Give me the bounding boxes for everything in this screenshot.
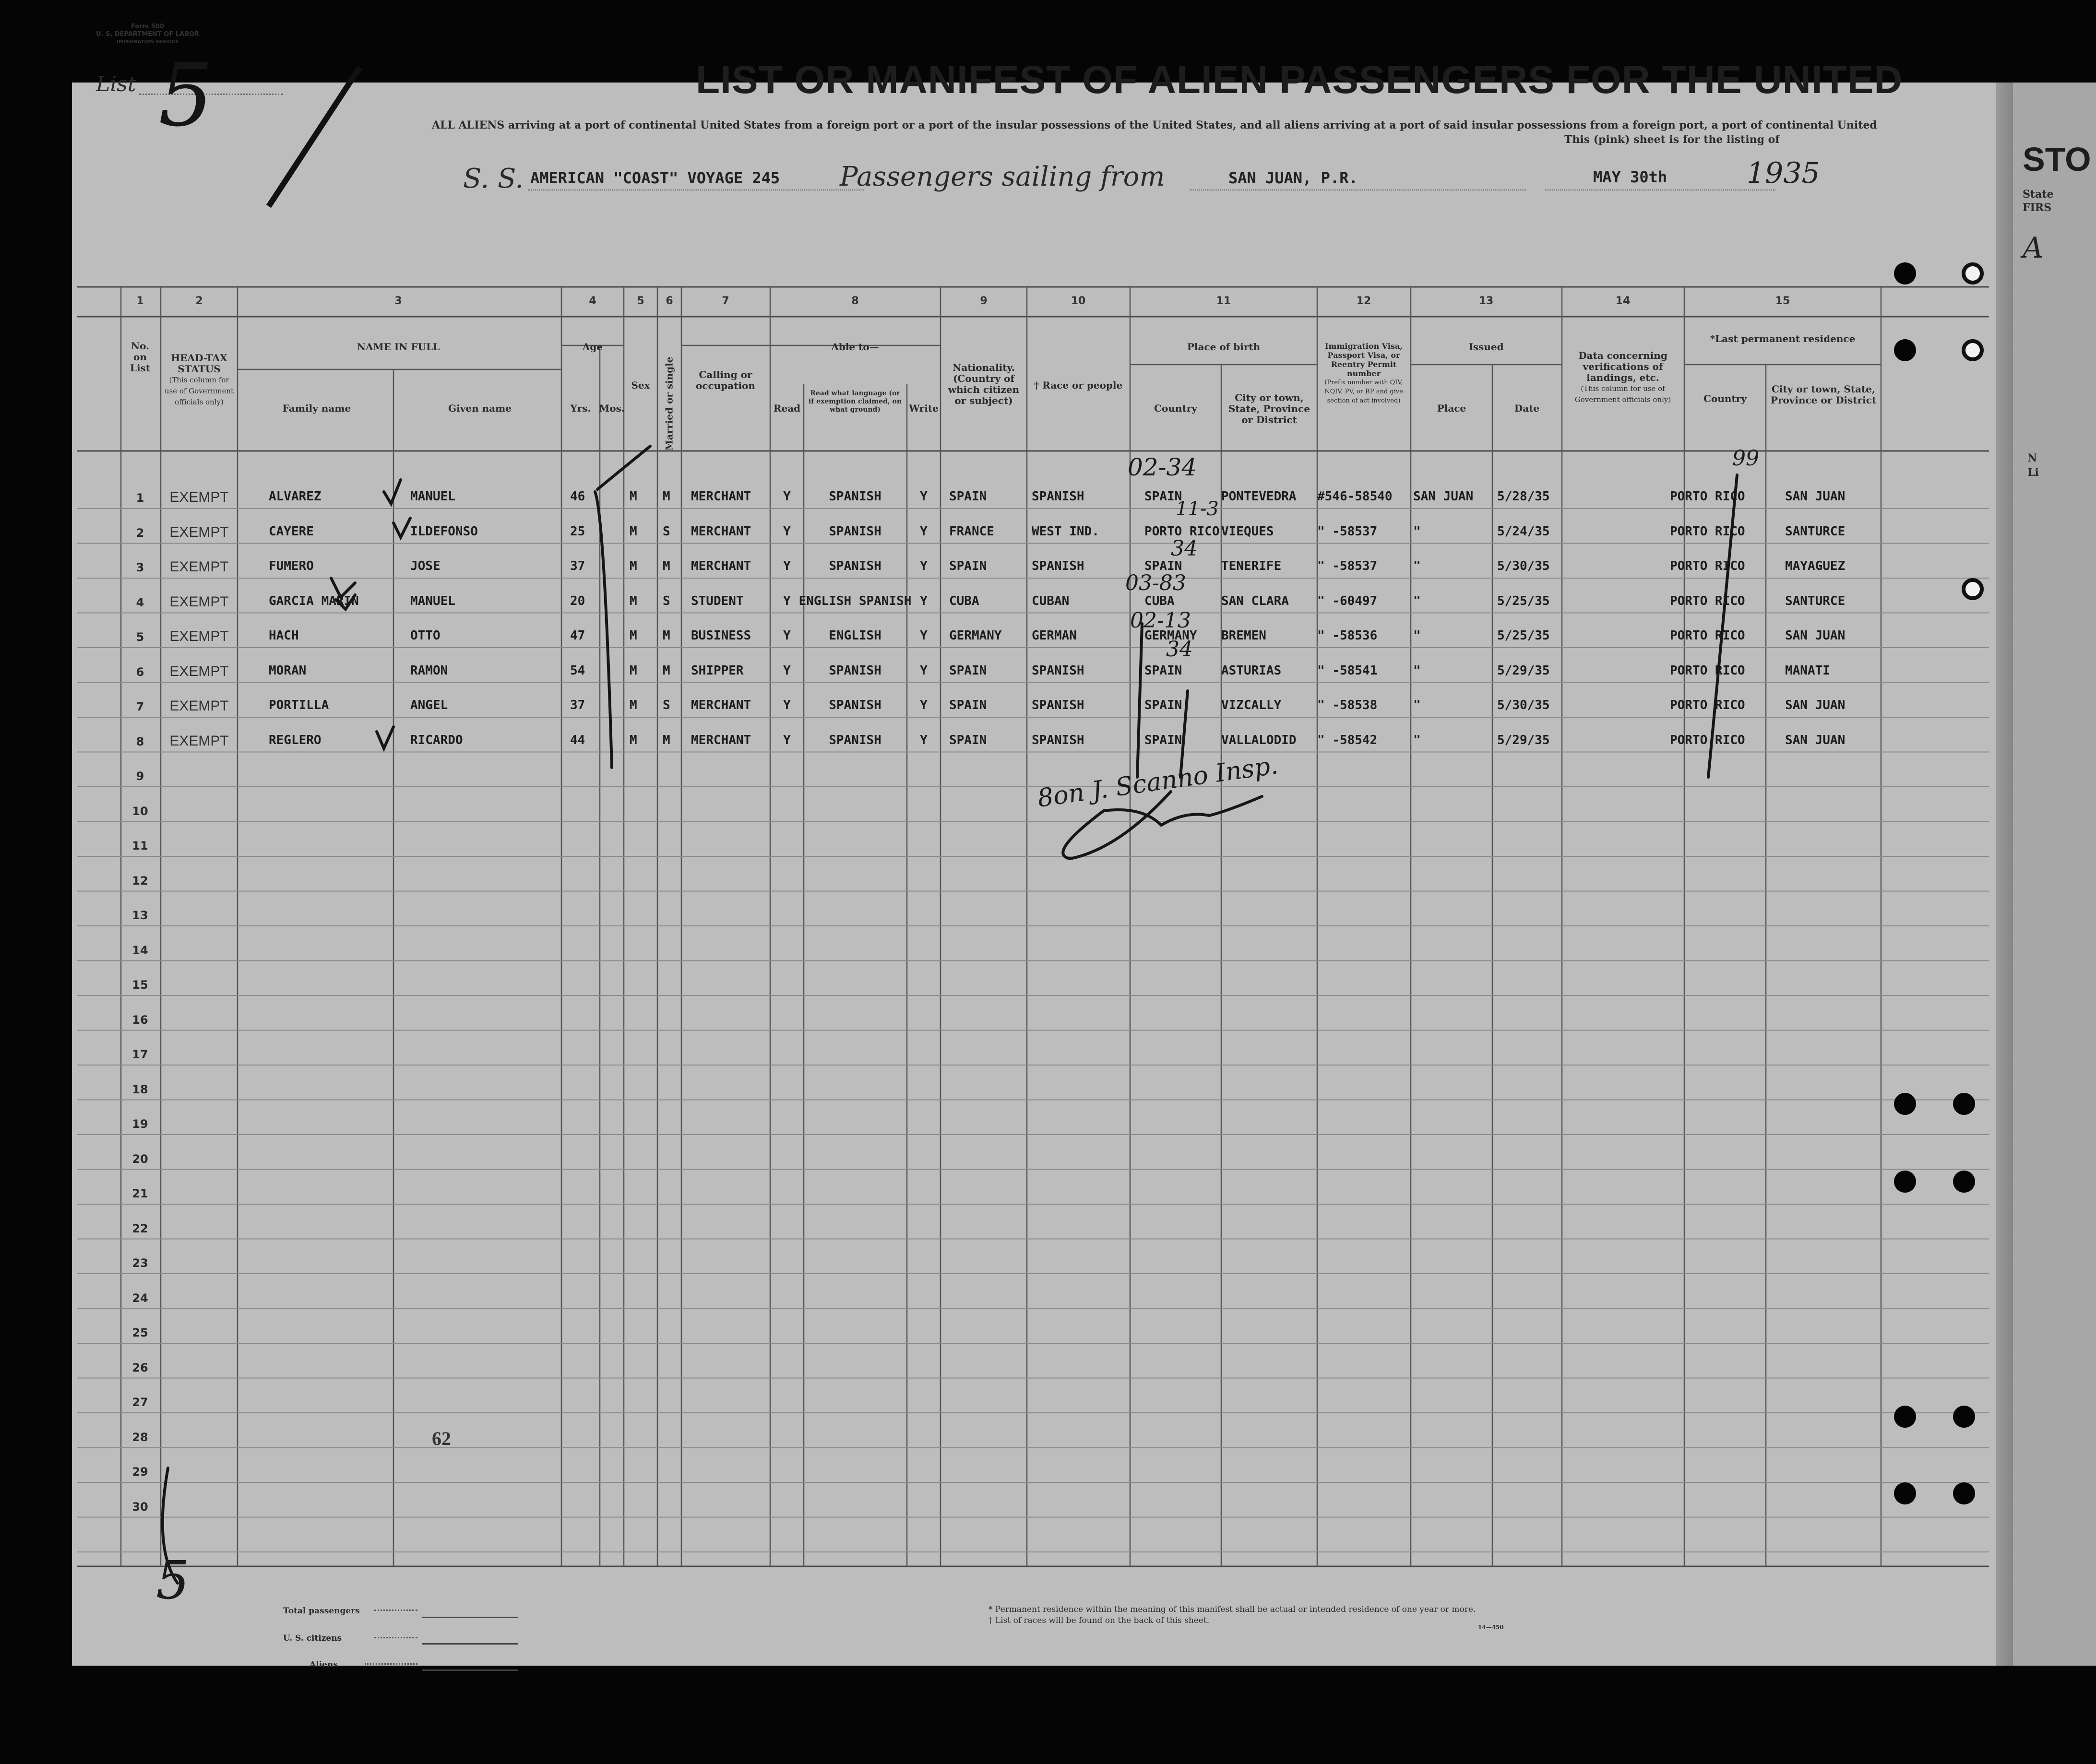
annotation-n1: 02-34 xyxy=(1128,453,1197,481)
cell-write: Y xyxy=(920,593,928,608)
binder-ring xyxy=(1962,578,1984,600)
cell-language: ENGLISH xyxy=(829,628,881,643)
cell-age: 44 xyxy=(570,733,585,747)
inspector-signature: 8on J. Scanno Insp. xyxy=(1036,751,1280,813)
cell-res-country: PORTO RICO xyxy=(1670,559,1745,573)
row-number: 26 xyxy=(132,1361,148,1374)
row-number: 3 xyxy=(136,561,144,574)
cell-ms: S xyxy=(663,698,670,712)
binder-hole xyxy=(1894,1406,1916,1428)
cell-write: Y xyxy=(920,559,928,573)
column-number-9: 9 xyxy=(980,295,988,307)
cell-res-country: PORTO RICO xyxy=(1670,489,1745,504)
cell-sex: M xyxy=(630,593,637,608)
column-number-13: 13 xyxy=(1478,295,1494,307)
departure-date: MAY 30th xyxy=(1593,168,1667,186)
margin-note: 5 xyxy=(156,1550,190,1611)
binder-ring xyxy=(1962,339,1984,361)
cell-write: Y xyxy=(920,524,928,539)
row-number: 9 xyxy=(136,770,144,783)
cell-family: REGLERO xyxy=(269,733,322,747)
row-number: 10 xyxy=(132,804,148,818)
cell-read: Y xyxy=(783,663,791,678)
cell-res-country: PORTO RICO xyxy=(1670,733,1745,747)
header-last-residence: *Last permanent residence xyxy=(1710,333,1856,344)
header-read: Read xyxy=(773,403,801,414)
cell-occupation: MERCHANT xyxy=(691,698,751,712)
header-given-name: Given name xyxy=(448,403,512,414)
column-number-14: 14 xyxy=(1615,295,1631,307)
total-passengers-label: Total passengers xyxy=(283,1606,360,1616)
sailing-label: Passengers sailing from xyxy=(840,161,1165,192)
column-number-11: 11 xyxy=(1216,295,1231,307)
cell-age: 46 xyxy=(570,489,585,504)
cell-age: 20 xyxy=(570,593,585,608)
footnote-races: † List of races will be found on the back of this sheet. xyxy=(988,1616,1210,1625)
cell-issued-place: " xyxy=(1413,733,1421,747)
cell-race: SPANISH xyxy=(1032,698,1084,712)
cell-issued-date: 5/29/35 xyxy=(1497,733,1550,747)
row-number: 25 xyxy=(132,1326,148,1339)
cell-res-country: PORTO RICO xyxy=(1670,663,1745,678)
header-birth-city: City or town, State, Province or District xyxy=(1228,392,1310,426)
cell-issued-date: 5/24/35 xyxy=(1497,524,1550,539)
annotation-n2: 11-3 xyxy=(1176,498,1219,520)
cell-read: Y xyxy=(783,698,791,712)
header-residence-city: City or town, State, Province or District xyxy=(1770,383,1877,406)
cell-ms: M xyxy=(663,733,670,747)
citizens-dots xyxy=(374,1637,417,1638)
header-age: Age xyxy=(582,341,603,353)
cell-age: 37 xyxy=(570,559,585,573)
cell-family: MORAN xyxy=(269,663,307,678)
cell-status: EXEMPT xyxy=(169,628,229,644)
header-no-on-list: No. on List xyxy=(130,340,151,374)
cell-status: EXEMPT xyxy=(169,524,229,540)
cell-nationality: CUBA xyxy=(949,593,979,608)
row-number: 28 xyxy=(132,1430,148,1444)
total-dots xyxy=(374,1610,417,1611)
cell-birth-country: PORTO RICO xyxy=(1144,524,1220,539)
column-number-10: 10 xyxy=(1071,295,1086,307)
departure-year: 1935 xyxy=(1747,156,1820,190)
cell-age: 54 xyxy=(570,663,585,678)
cell-ms: S xyxy=(663,593,670,608)
manifest-title: LIST OR MANIFEST OF ALIEN PASSENGERS FOR THE UNITED xyxy=(696,58,1903,102)
row-number: 4 xyxy=(136,595,144,609)
header-occupation: Calling or occupation xyxy=(696,369,755,391)
column-number-6: 6 xyxy=(666,295,673,307)
row-number: 13 xyxy=(132,909,148,922)
header-months: Mos. xyxy=(599,403,625,414)
cell-ms: M xyxy=(663,559,670,573)
next-sheet-a: A xyxy=(2023,231,2044,265)
department-name: U. S. DEPARTMENT OF LABOR xyxy=(96,31,200,38)
header-verifications-note: (This column for use of Government officials only) xyxy=(1574,384,1671,404)
cell-given: RAMON xyxy=(410,663,448,678)
next-sheet-sub1: State xyxy=(2023,188,2054,201)
cell-status: EXEMPT xyxy=(169,559,229,575)
cell-language: SPANISH xyxy=(829,733,881,747)
footnote-residence: * Permanent residence within the meaning of this manifest shall be actual or intended residence of one year or more. xyxy=(988,1605,1476,1614)
cell-birth-country: SPAIN xyxy=(1144,559,1182,573)
header-write: Write xyxy=(909,403,939,414)
cell-visa: " -58536 xyxy=(1317,628,1378,643)
cell-res-country: PORTO RICO xyxy=(1670,524,1745,539)
cell-nationality: SPAIN xyxy=(949,663,987,678)
header-issued-date: Date xyxy=(1514,403,1540,414)
row-number: 11 xyxy=(132,839,148,852)
row-number: 16 xyxy=(132,1013,148,1027)
cell-res-city: SAN JUAN xyxy=(1785,628,1846,643)
header-family-name: Family name xyxy=(282,403,351,414)
binder-hole xyxy=(1894,339,1916,361)
row-number: 5 xyxy=(136,630,144,644)
header-head-tax-label: HEAD-TAX STATUS xyxy=(171,352,227,375)
cell-birth-city: TENERIFE xyxy=(1221,559,1282,573)
cell-family: CAYERE xyxy=(269,524,314,539)
row-number: 27 xyxy=(132,1396,148,1409)
cell-language: SPANISH xyxy=(829,524,881,539)
cell-sex: M xyxy=(630,733,637,747)
next-sheet-sub2: FIRS xyxy=(2023,201,2052,214)
cell-birth-city: VIZCALLY xyxy=(1221,698,1282,712)
cell-family: HACH xyxy=(269,628,299,643)
binder-hole xyxy=(1953,1093,1975,1115)
cell-nationality: GERMANY xyxy=(949,628,1002,643)
header-birth-country: Country xyxy=(1154,403,1197,414)
cell-birth-country: SPAIN xyxy=(1144,733,1182,747)
us-citizens-label: U. S. citizens xyxy=(283,1634,342,1643)
cell-given: MANUEL xyxy=(410,489,455,504)
cell-nationality: SPAIN xyxy=(949,733,987,747)
cell-ms: M xyxy=(663,489,670,504)
row-number: 15 xyxy=(132,978,148,992)
column-number-2: 2 xyxy=(195,295,203,307)
cell-issued-date: 5/28/35 xyxy=(1497,489,1550,504)
annotation-n4: 03-83 xyxy=(1125,571,1186,595)
cell-race: GERMAN xyxy=(1032,628,1077,643)
header-name-in-full: NAME IN FULL xyxy=(357,341,440,353)
row-number: 12 xyxy=(132,874,148,888)
cell-language: SPANISH xyxy=(829,559,881,573)
cell-issued-place: " xyxy=(1413,524,1421,539)
cell-read: Y xyxy=(783,628,791,643)
cell-res-city: SAN JUAN xyxy=(1785,698,1846,712)
manifest-subtitle: ALL ALIENS arriving at a port of continental United States from a foreign port or a port of the insular possessions of the United States, and all aliens arriving at a port of said insular possessions from a foreign port, a port of continental United xyxy=(432,119,1877,131)
cell-visa: " -58542 xyxy=(1317,733,1378,747)
ss-label: S. S. xyxy=(463,163,524,194)
cell-res-country: PORTO RICO xyxy=(1670,628,1745,643)
form-code: 14—450 xyxy=(1478,1624,1504,1631)
cell-visa: " -58541 xyxy=(1317,663,1378,678)
cell-birth-country: SPAIN xyxy=(1144,489,1182,504)
next-sheet-n: N xyxy=(2027,452,2037,464)
cell-res-city: MAYAGUEZ xyxy=(1785,559,1846,573)
row-number: 24 xyxy=(132,1291,148,1305)
cell-issued-place: " xyxy=(1413,559,1421,573)
cell-issued-date: 5/29/35 xyxy=(1497,663,1550,678)
cell-family: ALVAREZ xyxy=(269,489,322,504)
row-number: 30 xyxy=(132,1500,148,1514)
aliens-label: Aliens xyxy=(310,1660,338,1669)
annotation-n6: 34 xyxy=(1166,637,1193,662)
cell-given: RICARDO xyxy=(410,733,463,747)
us-citizens-line xyxy=(422,1643,518,1645)
cell-sex: M xyxy=(630,628,637,643)
column-number-5: 5 xyxy=(637,295,644,307)
departure-port: SAN JUAN, P.R. xyxy=(1228,169,1358,187)
header-place-of-birth: Place of birth xyxy=(1187,341,1261,353)
cell-nationality: SPAIN xyxy=(949,698,987,712)
header-nationality: Nationality. (Country of which citizen or subject) xyxy=(948,362,1020,406)
cell-issued-date: 5/30/35 xyxy=(1497,559,1550,573)
cell-nationality: SPAIN xyxy=(949,559,987,573)
column-number-1: 1 xyxy=(136,295,144,307)
cell-res-country: PORTO RICO xyxy=(1670,593,1745,608)
annotation-n7: 99 xyxy=(1732,446,1759,471)
cell-read: Y xyxy=(783,559,791,573)
row-number: 18 xyxy=(132,1082,148,1096)
row-number: 23 xyxy=(132,1256,148,1270)
row-number: 7 xyxy=(136,700,144,713)
annotation-n3: 34 xyxy=(1171,536,1198,561)
binder-hole xyxy=(1953,1171,1975,1193)
cell-nationality: FRANCE xyxy=(949,524,994,539)
row-number: 20 xyxy=(132,1152,148,1166)
cell-status: EXEMPT xyxy=(169,593,229,610)
cell-birth-city: VIEQUES xyxy=(1221,524,1274,539)
cell-res-city: MANATI xyxy=(1785,663,1830,678)
cell-visa: " -60497 xyxy=(1317,593,1378,608)
row-number: 8 xyxy=(136,734,144,748)
cell-race: SPANISH xyxy=(1032,663,1084,678)
cell-status: EXEMPT xyxy=(169,489,229,505)
binder-hole xyxy=(1953,1406,1975,1428)
cell-birth-city: SAN CLARA xyxy=(1221,593,1289,608)
service-name: IMMIGRATION SERVICE xyxy=(117,39,179,45)
cell-race: SPANISH xyxy=(1032,559,1084,573)
cell-sex: M xyxy=(630,524,637,539)
cell-issued-place: " xyxy=(1413,628,1421,643)
cell-issued-date: 5/25/35 xyxy=(1497,628,1550,643)
cell-race: WEST IND. xyxy=(1032,524,1099,539)
header-visa-note: (Prefix number with QIV, NQIV, PV, or RP and give section of act involved) xyxy=(1324,379,1403,404)
cell-res-city: SAN JUAN xyxy=(1785,489,1846,504)
cell-read: Y xyxy=(783,489,791,504)
header-head-tax-note: (This column for use of Government officials only) xyxy=(164,376,234,406)
cell-read: Y xyxy=(783,733,791,747)
cell-ms: M xyxy=(663,628,670,643)
column-number-7: 7 xyxy=(722,295,729,307)
cell-birth-country: CUBA xyxy=(1144,593,1175,608)
cell-race: CUBAN xyxy=(1032,593,1070,608)
cell-age: 47 xyxy=(570,628,585,643)
row-number: 21 xyxy=(132,1187,148,1200)
cell-sex: M xyxy=(630,663,637,678)
cell-ms: S xyxy=(663,524,670,539)
cell-status: EXEMPT xyxy=(169,733,229,749)
row-number: 6 xyxy=(136,665,144,679)
cell-birth-country: SPAIN xyxy=(1144,698,1182,712)
cell-given: ILDEFONSO xyxy=(410,524,478,539)
next-sheet-title: STO xyxy=(2023,141,2091,178)
header-sex: Sex xyxy=(631,379,650,391)
header-issued: Issued xyxy=(1468,341,1504,353)
cell-res-city: SANTURCE xyxy=(1785,593,1846,608)
cell-ms: M xyxy=(663,663,670,678)
column-number-4: 4 xyxy=(589,295,596,307)
binder-hole xyxy=(1953,1482,1975,1504)
row-number: 1 xyxy=(136,491,144,505)
annotation-n5: 02-13 xyxy=(1130,608,1191,633)
cell-occupation: BUSINESS xyxy=(691,628,751,643)
row-number: 22 xyxy=(132,1221,148,1235)
cell-res-country: PORTO RICO xyxy=(1670,698,1745,712)
cell-status: EXEMPT xyxy=(169,698,229,714)
next-sheet-l: Li xyxy=(2027,466,2039,479)
cell-birth-city: VALLALODID xyxy=(1221,733,1297,747)
cell-res-city: SAN JUAN xyxy=(1785,733,1846,747)
header-race: † Race or people xyxy=(1034,379,1123,391)
cell-issued-place: " xyxy=(1413,698,1421,712)
binder-ring xyxy=(1962,262,1984,284)
cell-write: Y xyxy=(920,698,928,712)
cell-occupation: MERCHANT xyxy=(691,524,751,539)
cell-given: ANGEL xyxy=(410,698,448,712)
cell-language: SPANISH xyxy=(829,663,881,678)
cell-write: Y xyxy=(920,663,928,678)
cell-occupation: MERCHANT xyxy=(691,489,751,504)
cell-given: JOSE xyxy=(410,559,441,573)
header-married-single: Married or single xyxy=(663,356,675,451)
row-number: 2 xyxy=(136,526,144,540)
cell-occupation: SHIPPER xyxy=(691,663,744,678)
row-number: 29 xyxy=(132,1465,148,1479)
header-residence-country: Country xyxy=(1703,393,1747,404)
cell-visa: " -58537 xyxy=(1317,559,1378,573)
column-number-15: 15 xyxy=(1775,295,1790,307)
cell-visa: " -58537 xyxy=(1317,524,1378,539)
cell-write: Y xyxy=(920,628,928,643)
column-number-8: 8 xyxy=(851,295,859,307)
cell-issued-place: SAN JUAN xyxy=(1413,489,1474,504)
cell-res-city: SANTURCE xyxy=(1785,524,1846,539)
cell-sex: M xyxy=(630,698,637,712)
cell-race: SPANISH xyxy=(1032,489,1084,504)
row-number: 14 xyxy=(132,943,148,957)
cell-sex: M xyxy=(630,559,637,573)
header-read-language: Read what language (or if exemption claimed, on what ground) xyxy=(808,390,902,414)
list-number: 5 xyxy=(158,46,214,146)
form-number: Form 500 xyxy=(131,23,164,30)
cell-status: EXEMPT xyxy=(169,663,229,679)
cell-given: OTTO xyxy=(410,628,441,643)
cell-write: Y xyxy=(920,733,928,747)
cell-birth-country: GERMANY xyxy=(1144,628,1197,643)
total-passengers-line xyxy=(422,1617,518,1618)
cell-nationality: SPAIN xyxy=(949,489,987,504)
cell-occupation: MERCHANT xyxy=(691,733,751,747)
cell-issued-place: " xyxy=(1413,663,1421,678)
cell-visa: #546-58540 xyxy=(1317,489,1393,504)
binder-hole xyxy=(1894,1482,1916,1504)
aliens-line xyxy=(422,1669,518,1671)
sheet-color-note: This (pink) sheet is for the listing of xyxy=(1564,133,1780,146)
cell-language: ENGLISH SPANISH xyxy=(798,593,912,608)
cell-race: SPANISH xyxy=(1032,733,1084,747)
cell-issued-date: 5/25/35 xyxy=(1497,593,1550,608)
cell-age: 37 xyxy=(570,698,585,712)
cell-language: SPANISH xyxy=(829,489,881,504)
header-able-to: Able to— xyxy=(831,341,879,353)
header-verifications-label: Data concerning verifications of landings, etc. xyxy=(1578,350,1667,383)
cell-read: Y xyxy=(783,524,791,539)
cell-read: Y xyxy=(783,593,791,608)
column-number-12: 12 xyxy=(1356,295,1371,307)
cell-birth-country: SPAIN xyxy=(1144,663,1182,678)
vessel-name: AMERICAN "COAST" VOYAGE 245 xyxy=(530,169,780,187)
row-number: 19 xyxy=(132,1117,148,1131)
cell-issued-place: " xyxy=(1413,593,1421,608)
cell-family: GARCIA MARIN xyxy=(269,593,359,608)
header-years: Yrs. xyxy=(570,403,591,414)
cell-language: SPANISH xyxy=(829,698,881,712)
cell-sex: M xyxy=(630,489,637,504)
cell-birth-city: ASTURIAS xyxy=(1221,663,1282,678)
cell-family: FUMERO xyxy=(269,559,314,573)
list-label: List xyxy=(96,72,136,96)
cell-birth-city: PONTEVEDRA xyxy=(1221,489,1297,504)
cell-family: PORTILLA xyxy=(269,698,329,712)
cell-given: MANUEL xyxy=(410,593,455,608)
cell-issued-date: 5/30/35 xyxy=(1497,698,1550,712)
header-visa-label: Immigration Visa, Passport Visa, or Reentry Permit number xyxy=(1325,342,1403,378)
cell-occupation: MERCHANT xyxy=(691,559,751,573)
binder-hole xyxy=(1894,1171,1916,1193)
cell-occupation: STUDENT xyxy=(691,593,744,608)
aliens-dots xyxy=(365,1663,417,1665)
page-count-note: 62 xyxy=(432,1428,451,1449)
column-number-3: 3 xyxy=(394,295,402,307)
binder-hole xyxy=(1894,262,1916,284)
row-number: 17 xyxy=(132,1048,148,1061)
cell-age: 25 xyxy=(570,524,585,539)
cell-birth-city: BREMEN xyxy=(1221,628,1266,643)
binder-hole xyxy=(1894,1093,1916,1115)
cell-write: Y xyxy=(920,489,928,504)
cell-visa: " -58538 xyxy=(1317,698,1378,712)
header-issued-place: Place xyxy=(1437,403,1466,414)
